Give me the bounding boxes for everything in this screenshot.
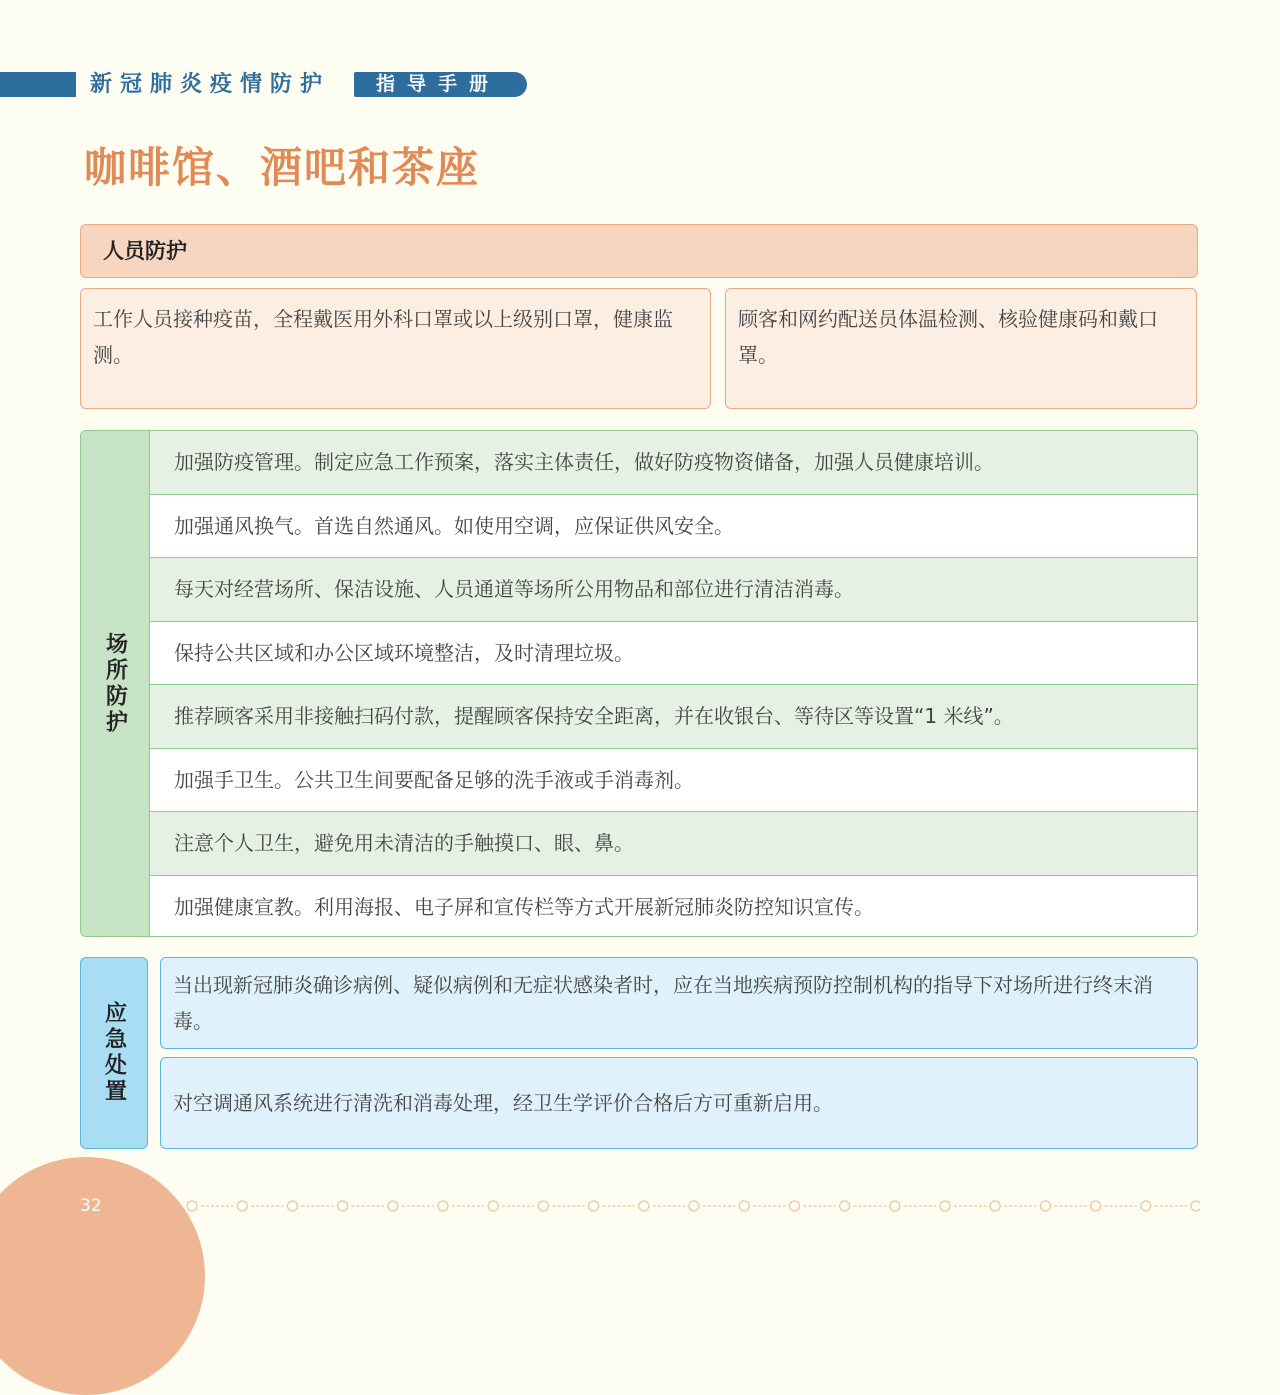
venue-item: 注意个人卫生，避免用未清洁的手触摸口、眼、鼻。 <box>150 812 1197 876</box>
divider-dot <box>1091 1201 1101 1211</box>
venue-list <box>150 431 1197 936</box>
divider-dot <box>639 1201 649 1211</box>
divider-dot <box>287 1201 297 1211</box>
emergency-item: 当出现新冠肺炎确诊病例、疑似病例和无症状感染者时，应在当地疾病预防控制机构的指导下对场所进行终末消毒。 <box>173 973 1153 1033</box>
divider-dot <box>388 1201 398 1211</box>
header-title: 新冠肺炎疫情防护 <box>90 72 331 97</box>
divider-dot <box>438 1201 448 1211</box>
venue-item: 加强通风换气。首选自然通风。如使用空调，应保证供风安全。 <box>150 495 1197 559</box>
divider-dot <box>689 1201 699 1211</box>
divider-dot <box>237 1201 247 1211</box>
venue-label-cell <box>81 431 150 936</box>
divider-dot <box>890 1201 900 1211</box>
venue-item: 保持公共区域和办公区域环境整洁，及时清理垃圾。 <box>150 622 1197 686</box>
emergency-item: 对空调通风系统进行清洗和消毒处理，经卫生学评价合格后方可重新启用。 <box>173 1091 833 1115</box>
divider-dot <box>538 1201 548 1211</box>
divider-dot <box>1191 1201 1200 1211</box>
divider-dot <box>338 1201 348 1211</box>
divider-dot <box>840 1201 850 1211</box>
page-title: 咖啡馆、酒吧和茶座 <box>84 143 481 192</box>
personnel-card: 顾客和网约配送员体温检测、核验健康码和戴口罩。 <box>725 288 1197 409</box>
divider-dot <box>488 1201 498 1211</box>
venue-item: 推荐顾客采用非接触扫码付款，提醒顾客保持安全距离，并在收银台、等待区等设置“1 米线”。 <box>150 685 1197 749</box>
divider-dot <box>1141 1201 1151 1211</box>
venue-item: 每天对经营场所、保洁设施、人员通道等场所公用物品和部位进行清洁消毒。 <box>150 558 1197 622</box>
page-number-circle <box>0 1157 205 1395</box>
personnel-heading: 人员防护 <box>80 224 1198 278</box>
header-accent-bar <box>0 72 76 97</box>
personnel-card: 工作人员接种疫苗，全程戴医用外科口罩或以上级别口罩，健康监测。 <box>80 288 711 409</box>
divider-dot <box>739 1201 749 1211</box>
emergency-card <box>160 957 1198 1049</box>
divider-dot <box>589 1201 599 1211</box>
venue-section <box>80 430 1198 937</box>
emergency-label: 应急处置 <box>101 1001 127 1105</box>
divider-dot <box>990 1201 1000 1211</box>
dotted-divider <box>186 1198 1200 1214</box>
venue-item: 加强健康宣教。利用海报、电子屏和宣传栏等方式开展新冠肺炎防控知识宣传。 <box>150 876 1197 938</box>
page-number: 32 <box>80 1196 102 1216</box>
header-pill: 指导手册 <box>354 72 527 97</box>
venue-item: 加强手卫生。公共卫生间要配备足够的洗手液或手消毒剂。 <box>150 749 1197 813</box>
venue-item: 加强防疫管理。制定应急工作预案，落实主体责任，做好防疫物资储备，加强人员健康培训。 <box>150 431 1197 495</box>
emergency-card <box>160 1057 1198 1149</box>
divider-dot <box>940 1201 950 1211</box>
divider-dot <box>789 1201 799 1211</box>
venue-label: 场所防护 <box>102 631 128 736</box>
divider-dot <box>187 1201 197 1211</box>
divider-dot <box>1040 1201 1050 1211</box>
emergency-label-cell <box>80 957 148 1149</box>
